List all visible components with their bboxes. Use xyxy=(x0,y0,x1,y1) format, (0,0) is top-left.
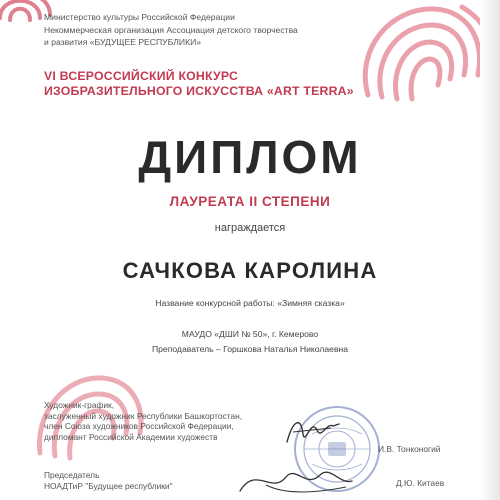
artist-name: И.В. Тонконогий xyxy=(378,444,441,454)
artist-signature xyxy=(283,412,343,452)
organization-header xyxy=(44,11,334,49)
organization-line: Некоммерческая организация Ассоциация детского творчества xyxy=(44,24,298,35)
diploma-title: ДИПЛОМ xyxy=(138,131,362,183)
contest-title-line: ИЗОБРАЗИТЕЛЬНОГО ИСКУССТВА «ART TERRA» xyxy=(44,84,354,98)
credential-line: Художник-график, xyxy=(44,400,115,410)
contest-title-line: VI ВСЕРОССИЙСКИЙ КОНКУРС xyxy=(44,69,239,83)
degree-label: ЛАУРЕАТА II СТЕПЕНИ xyxy=(169,194,331,209)
work-title: Название конкурсной работы: «Зимняя сказка» xyxy=(155,298,345,308)
teacher-name: Преподаватель – Горшкова Наталья Николаевна xyxy=(151,344,349,354)
awarded-label: награждается xyxy=(214,222,286,234)
ministry-line: Министерство культуры Российской Федерации xyxy=(44,12,235,22)
contest-title xyxy=(44,69,444,99)
credential-line: член Союза художников Российской Федерации, xyxy=(44,421,234,431)
school-info xyxy=(0,327,500,357)
organization-line: и развития «БУДУЩЕЕ РЕСПУБЛИКИ» xyxy=(44,37,202,47)
school-name: МАУДО «ДШИ № 50», г. Кемерово xyxy=(181,329,319,339)
artist-credentials xyxy=(44,400,284,442)
recipient-name: САЧКОВА КАРОЛИНА xyxy=(122,258,378,283)
credential-line: заслуженный художник Республики Башкортостан, xyxy=(44,410,243,421)
chair-organization: НОАДТиР "Будущее республики" xyxy=(44,480,173,491)
chair-credentials xyxy=(44,470,284,491)
credential-line: дипломант Российской Академии художеств xyxy=(44,431,218,442)
page-edge-shadow xyxy=(480,0,500,500)
chair-title: Председатель xyxy=(44,470,100,480)
chair-name: Д.Ю. Китаев xyxy=(396,478,445,488)
